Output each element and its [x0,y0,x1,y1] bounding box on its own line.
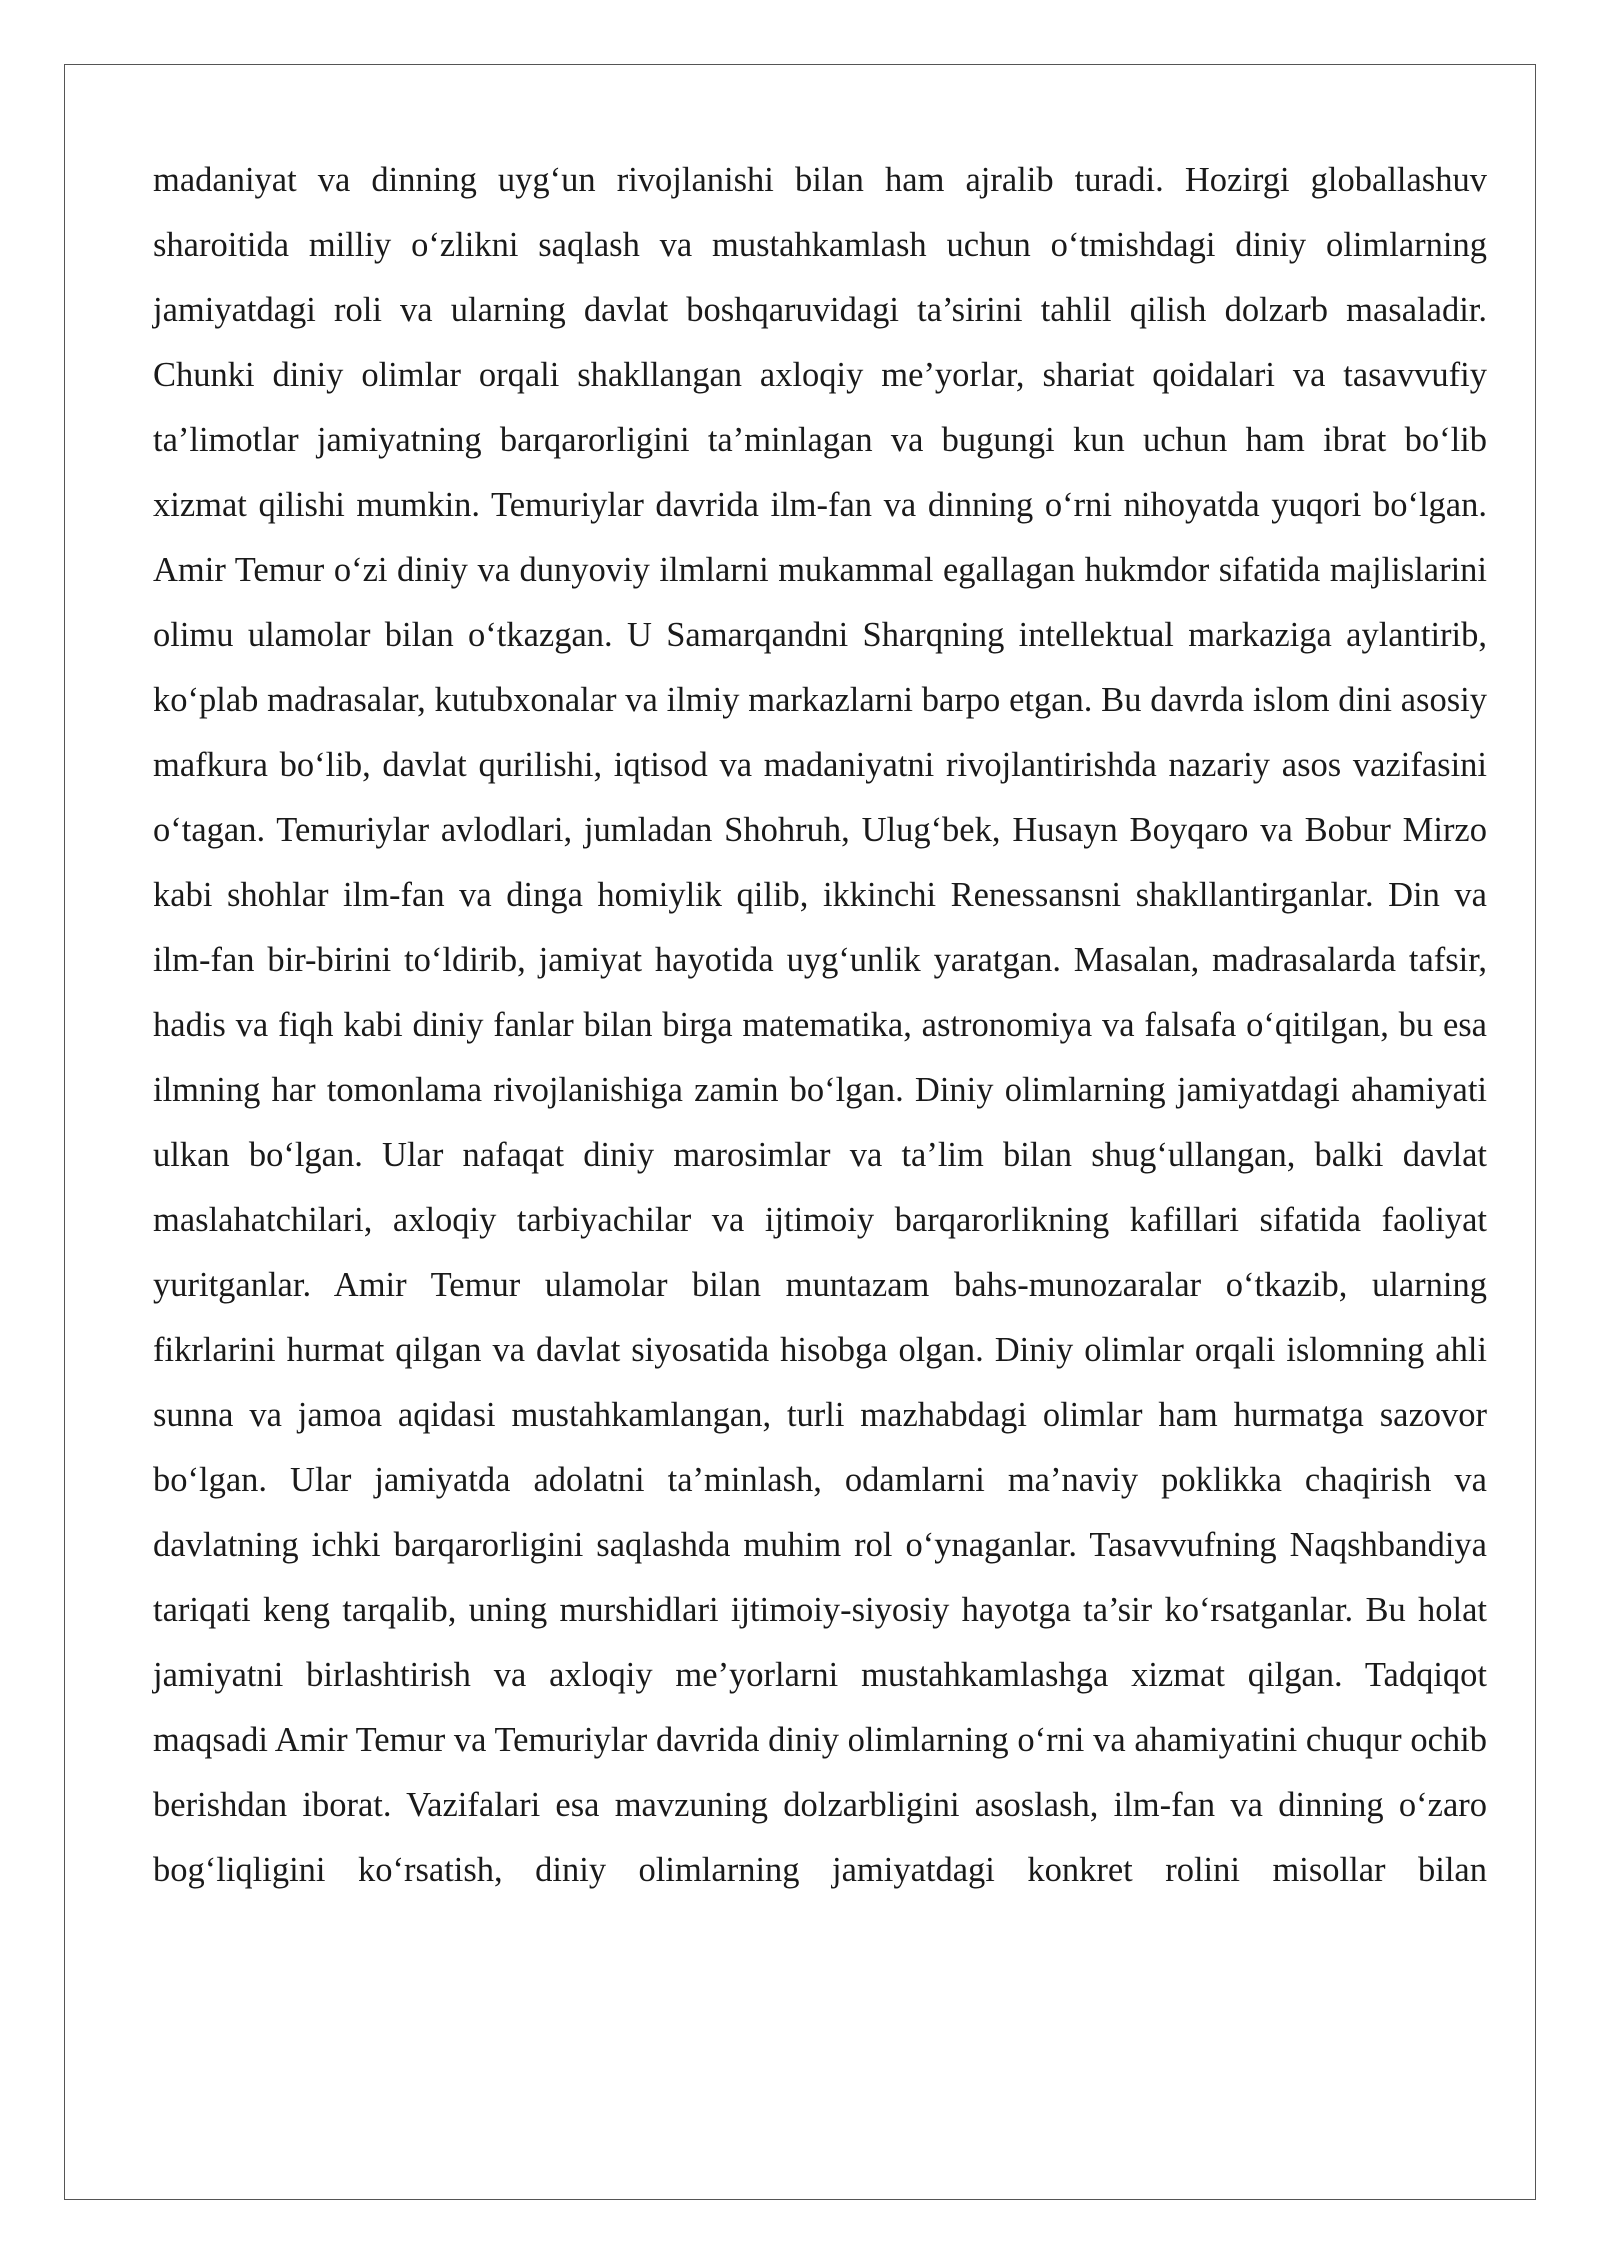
body-paragraph: madaniyat va dinning uyg‘un rivojlanishi bilan ham ajralib turadi. Hozirgi globallashuv sharoitida milliy o‘zlikni saqlash va mustahkamlash uchun o‘tmishdagi diniy olimlarning jamiyatdagi roli va ularning davlat boshqaruvidagi ta’sirini tahlil qilish dolzarb masaladir. Chunki diniy olimlar orqali shakllangan axloqiy me’yorlar, shariat qoidalari va tasavvufiy ta’limotlar jamiyatning barqarorligini ta’minlagan va bugungi kun uchun ham ibrat bo‘lib xizmat qilishi mumkin. Temuriylar davrida ilm-fan va dinning o‘rni nihoyatda yuqori bo‘lgan. Amir Temur o‘zi diniy va dunyoviy ilmlarni mukammal egallagan hukmdor sifatida majlislarini olimu ulamolar bilan o‘tkazgan. U Samarqandni Sharqning intellektual markaziga aylantirib, ko‘plab madrasalar, kutubxonalar va ilmiy markazlarni barpo etgan. Bu davrda islom dini asosiy mafkura bo‘lib, davlat qurilishi, iqtisod va madaniyatni rivojlantirishda nazariy asos vazifasini o‘tagan. Temuriylar avlodlari, jumladan Shohruh, Ulug‘bek, Husayn Boyqaro va Bobur Mirzo kabi shohlar ilm-fan va dinga homiylik qilib, ikkinchi Renessansni shakllantirganlar. Din va ilm-fan bir-birini to‘ldirib, jamiyat hayotida uyg‘unlik yaratgan. Masalan, madrasalarda tafsir, hadis va fiqh kabi diniy fanlar bilan birga matematika, astronomiya va falsafa o‘qitilgan, bu esa ilmning har tomonlama rivojlanishiga zamin bo‘lgan. Diniy olimlarning jamiyatdagi ahamiyati ulkan bo‘lgan. Ular nafaqat diniy marosimlar va ta’lim bilan shug‘ullangan, balki davlat maslahatchilari, axloqiy tarbiyachilar va ijtimoiy barqarorlikning kafillari sifatida faoliyat yuritganlar. Amir Temur ulamolar bilan muntazam bahs-munozaralar o‘tkazib, ularning fikrlarini hurmat qilgan va davlat siyosatida hisobga olgan. Diniy olimlar orqali islomning ahli sunna va jamoa aqidasi mustahkamlangan, turli mazhabdagi olimlar ham hurmatga sazovor bo‘lgan. Ular jamiyatda adolatni ta’minlash, odamlarni ma’naviy poklikka chaqirish va davlatning ichki barqarorligini saqlashda muhim rol o‘ynaganlar. Tasavvufning Naqshbandiya tariqati keng tarqalib, uning murshidlari ijtimoiy-siyosiy hayotga ta’sir ko‘rsatganlar. Bu holat jamiyatni birlashtirish va axloqiy me’yorlarni mustahkamlashga xizmat qilgan. Tadqiqot maqsadi Amir Temur va Temuriylar davrida diniy olimlarning o‘rni va ahamiyatini chuqur ochib berishdan iborat. Vazifalari esa mavzuning dolzarbligini asoslash, ilm-fan va dinning o‘zaro bog‘liqligini ko‘rsatish, diniy olimlarning jamiyatdagi konkret rolini misollar bilan [153,161,1487,1889]
